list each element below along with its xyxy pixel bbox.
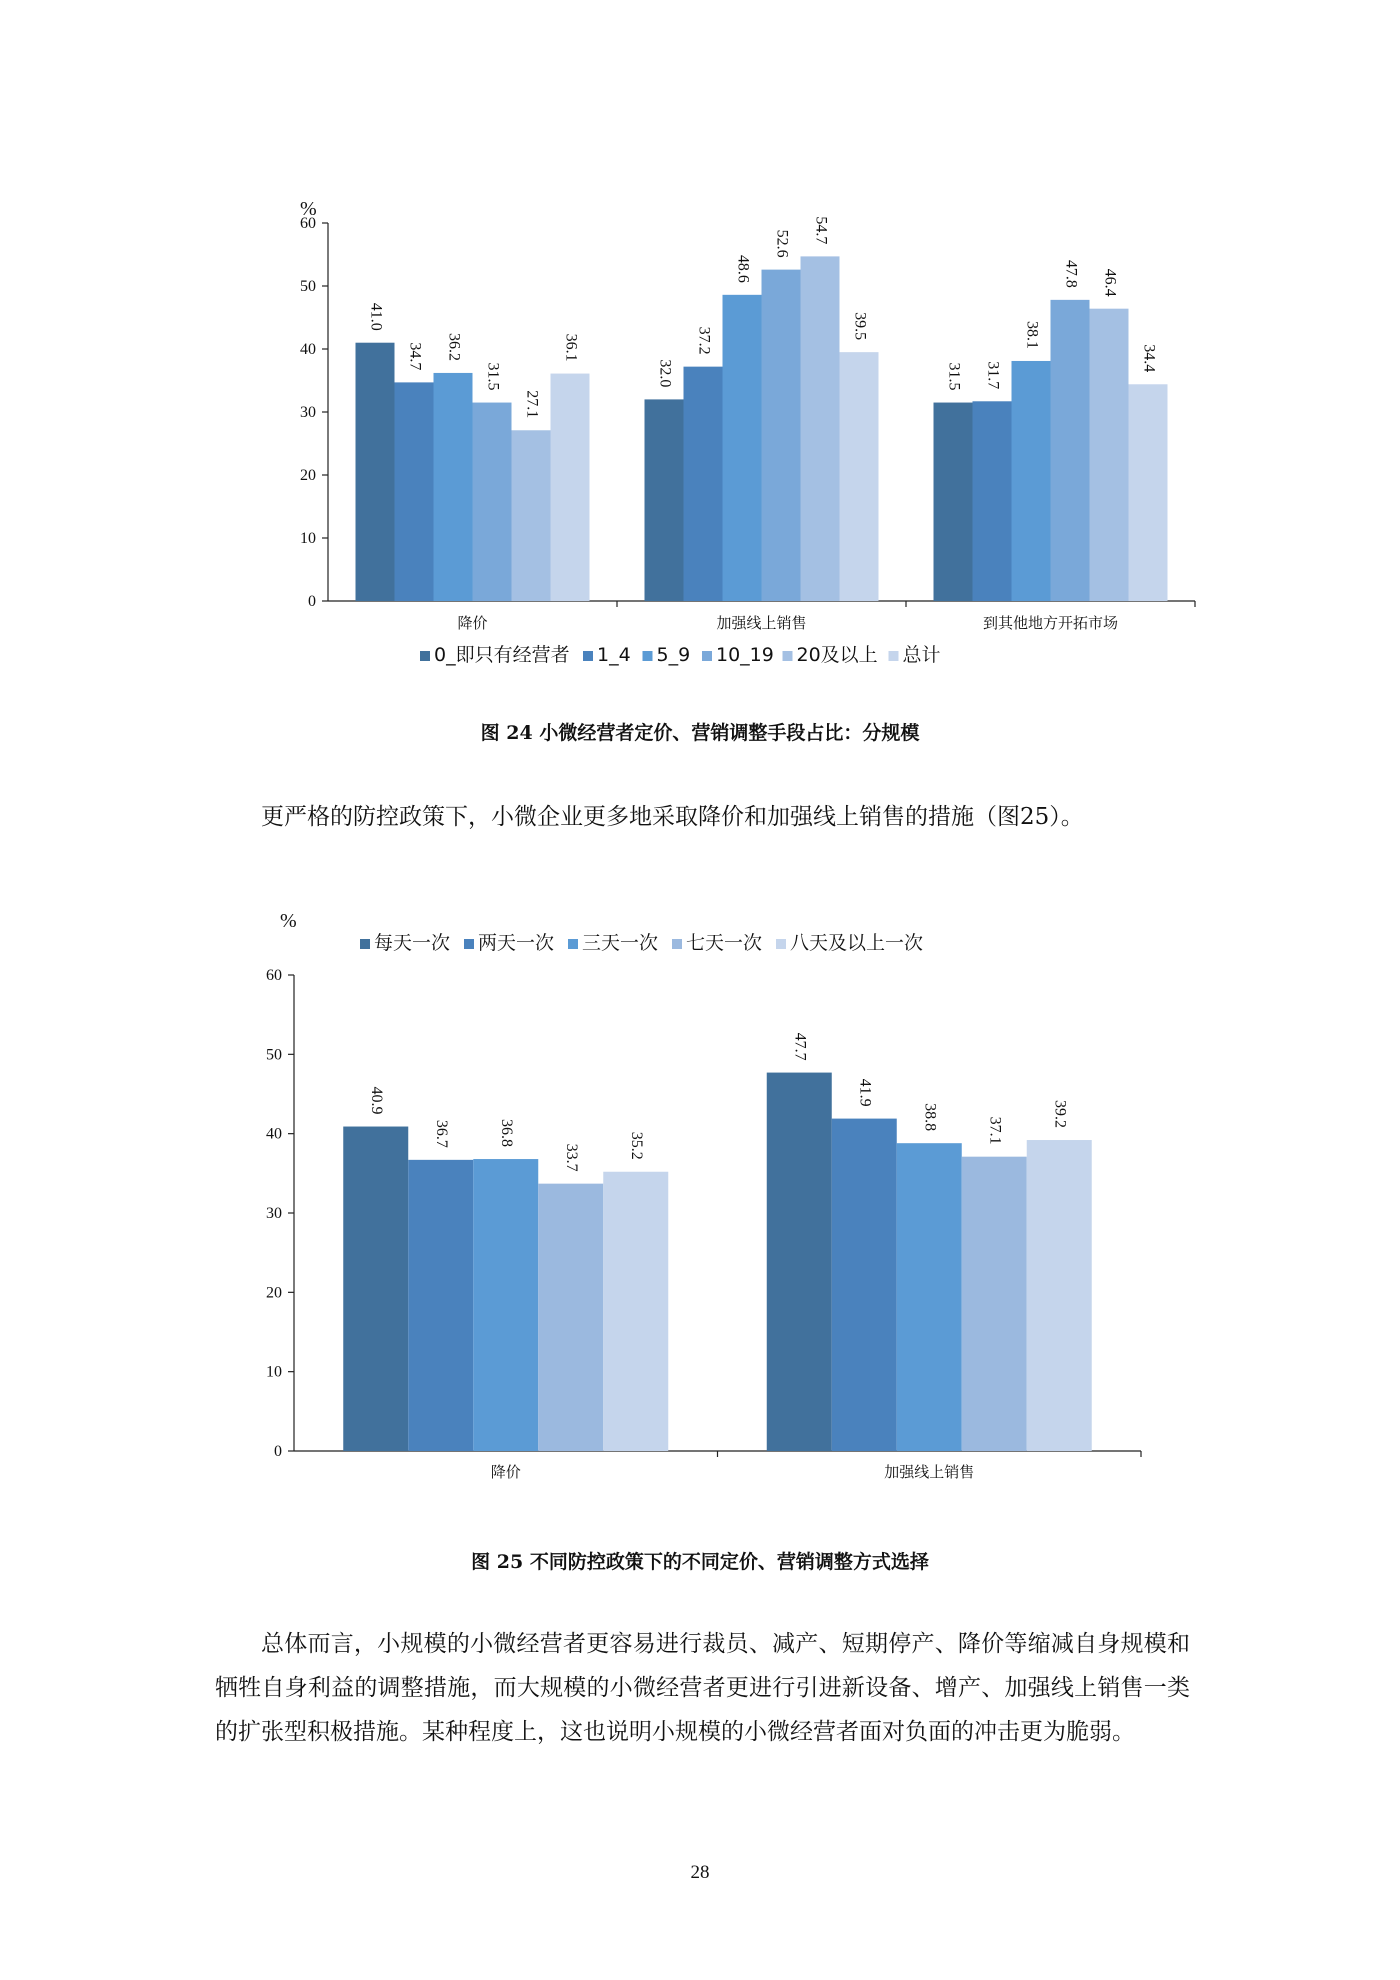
- legend-label: 总计: [902, 644, 941, 666]
- legend: [360, 932, 923, 954]
- x-category-label: 加强线上销售: [884, 1463, 975, 1481]
- legend-swatch: [568, 939, 578, 949]
- bar: [434, 373, 473, 601]
- y-tick-label: 20: [300, 467, 316, 484]
- data-label: 40.9: [368, 1086, 386, 1115]
- legend-swatch: [420, 651, 430, 661]
- y-tick-label: 10: [300, 530, 316, 547]
- bar: [684, 367, 723, 601]
- paragraph-2: 总体而言，小规模的小微经营者更容易进行裁员、减产、短期停产、降价等缩减自身规模和牺牲自身利益的调整措施，而大规模的小微经营者更进行引进新设备、增产、加强线上销售一类的扩张型积极措施。某种程度上，这也说明小规模的小微经营者面对负面的冲击更为脆弱。: [215, 1631, 1190, 1745]
- y-axis-unit: %: [300, 198, 317, 220]
- legend-swatch: [360, 939, 370, 949]
- legend-swatch: [464, 939, 474, 949]
- y-tick-label: 0: [274, 1443, 282, 1460]
- page-number: 28: [690, 1862, 710, 1883]
- bar: [897, 1143, 962, 1451]
- bar: [473, 403, 512, 601]
- legend-swatch: [672, 939, 682, 949]
- legend-label: 1_4: [597, 644, 631, 666]
- y-tick-label: 20: [266, 1284, 282, 1302]
- paragraph-1: 更严格的防控政策下，小微企业更多地采取降价和加强线上销售的措施（图25）。: [261, 804, 1084, 830]
- data-label: 32.0: [656, 359, 674, 388]
- legend-label: 每天一次: [374, 932, 451, 954]
- data-label: 36.7: [433, 1119, 451, 1148]
- data-label: 36.1: [562, 333, 580, 362]
- chart-figure-24: [0, 180, 1400, 680]
- legend-label: 两天一次: [478, 932, 555, 954]
- y-tick-label: 60: [300, 215, 316, 232]
- bar: [356, 343, 395, 601]
- x-category-label: 降价: [490, 1463, 521, 1481]
- bar: [551, 374, 590, 601]
- y-tick-label: 30: [300, 404, 316, 421]
- legend-swatch: [776, 939, 786, 949]
- legend-swatch: [783, 651, 793, 661]
- data-label: 47.7: [791, 1032, 809, 1061]
- bar: [723, 295, 762, 601]
- data-label: 34.4: [1140, 344, 1158, 373]
- x-category-label: 到其他地方开拓市场: [982, 614, 1119, 632]
- legend-swatch: [583, 651, 593, 661]
- bar: [1090, 309, 1129, 601]
- data-label: 39.5: [851, 312, 869, 341]
- bar: [645, 399, 684, 601]
- y-tick-label: 10: [266, 1363, 282, 1381]
- x-category-label: 加强线上销售: [716, 614, 807, 632]
- data-label: 37.1: [986, 1116, 1004, 1145]
- figure-25-caption: 图 25 不同防控政策下的不同定价、营销调整方式选择: [471, 1551, 929, 1573]
- data-label: 35.2: [628, 1131, 646, 1160]
- data-label: 37.2: [695, 326, 713, 355]
- bar: [473, 1159, 538, 1451]
- legend-label: 八天及以上一次: [790, 932, 924, 954]
- y-tick-label: 30: [266, 1205, 282, 1222]
- y-tick-label: 40: [266, 1125, 282, 1143]
- data-label: 33.7: [563, 1143, 581, 1172]
- data-label: 41.0: [367, 302, 385, 331]
- data-label: 39.2: [1051, 1100, 1069, 1129]
- y-tick-label: 50: [300, 278, 316, 295]
- data-label: 38.8: [921, 1103, 939, 1132]
- bar: [538, 1184, 603, 1451]
- data-label: 31.5: [945, 362, 963, 391]
- figure-24-caption: 图 24 小微经营者定价、营销调整手段占比：分规模: [480, 722, 920, 744]
- data-label: 27.1: [523, 390, 541, 419]
- x-category-label: 降价: [457, 614, 488, 632]
- bar: [973, 401, 1012, 601]
- bar: [395, 382, 434, 601]
- legend-label: 七天一次: [686, 932, 763, 954]
- bar: [603, 1172, 668, 1451]
- legend-label: 5_9: [656, 644, 691, 666]
- legend-label: 三天一次: [582, 932, 659, 954]
- legend-swatch: [702, 651, 712, 661]
- y-tick-label: 40: [300, 341, 316, 358]
- data-label: 38.1: [1023, 320, 1041, 349]
- bar: [512, 430, 551, 601]
- bar: [962, 1157, 1027, 1451]
- legend-label: 20及以上: [796, 644, 878, 666]
- bar: [1012, 361, 1051, 601]
- legend-swatch: [889, 651, 899, 661]
- y-tick-label: 60: [266, 967, 282, 984]
- bar: [1129, 384, 1168, 601]
- bar: [934, 403, 973, 601]
- bar: [762, 270, 801, 601]
- legend-label: 10_19: [716, 644, 774, 666]
- legend-swatch: [643, 651, 653, 661]
- y-axis-unit: %: [280, 910, 297, 932]
- data-label: 36.8: [498, 1119, 516, 1148]
- bar: [1051, 300, 1090, 601]
- data-label: 54.7: [812, 216, 830, 245]
- data-label: 31.5: [484, 362, 502, 391]
- data-label: 46.4: [1101, 268, 1119, 297]
- data-label: 34.7: [406, 342, 424, 371]
- legend-label: 0_即只有经营者: [434, 644, 570, 666]
- bar: [801, 256, 840, 601]
- bar: [343, 1127, 408, 1451]
- bar: [408, 1160, 473, 1451]
- chart-figure-25: [0, 905, 1400, 1525]
- legend: [420, 644, 941, 666]
- bar: [840, 352, 879, 601]
- bar: [832, 1119, 897, 1451]
- bar: [767, 1073, 832, 1451]
- y-tick-label: 50: [266, 1046, 282, 1064]
- y-tick-label: 0: [308, 593, 316, 610]
- data-label: 41.9: [856, 1078, 874, 1107]
- bar: [1027, 1140, 1092, 1451]
- data-label: 36.2: [445, 332, 463, 361]
- data-label: 48.6: [734, 254, 752, 283]
- data-label: 31.7: [984, 361, 1002, 390]
- data-label: 52.6: [773, 229, 791, 258]
- data-label: 47.8: [1062, 259, 1080, 288]
